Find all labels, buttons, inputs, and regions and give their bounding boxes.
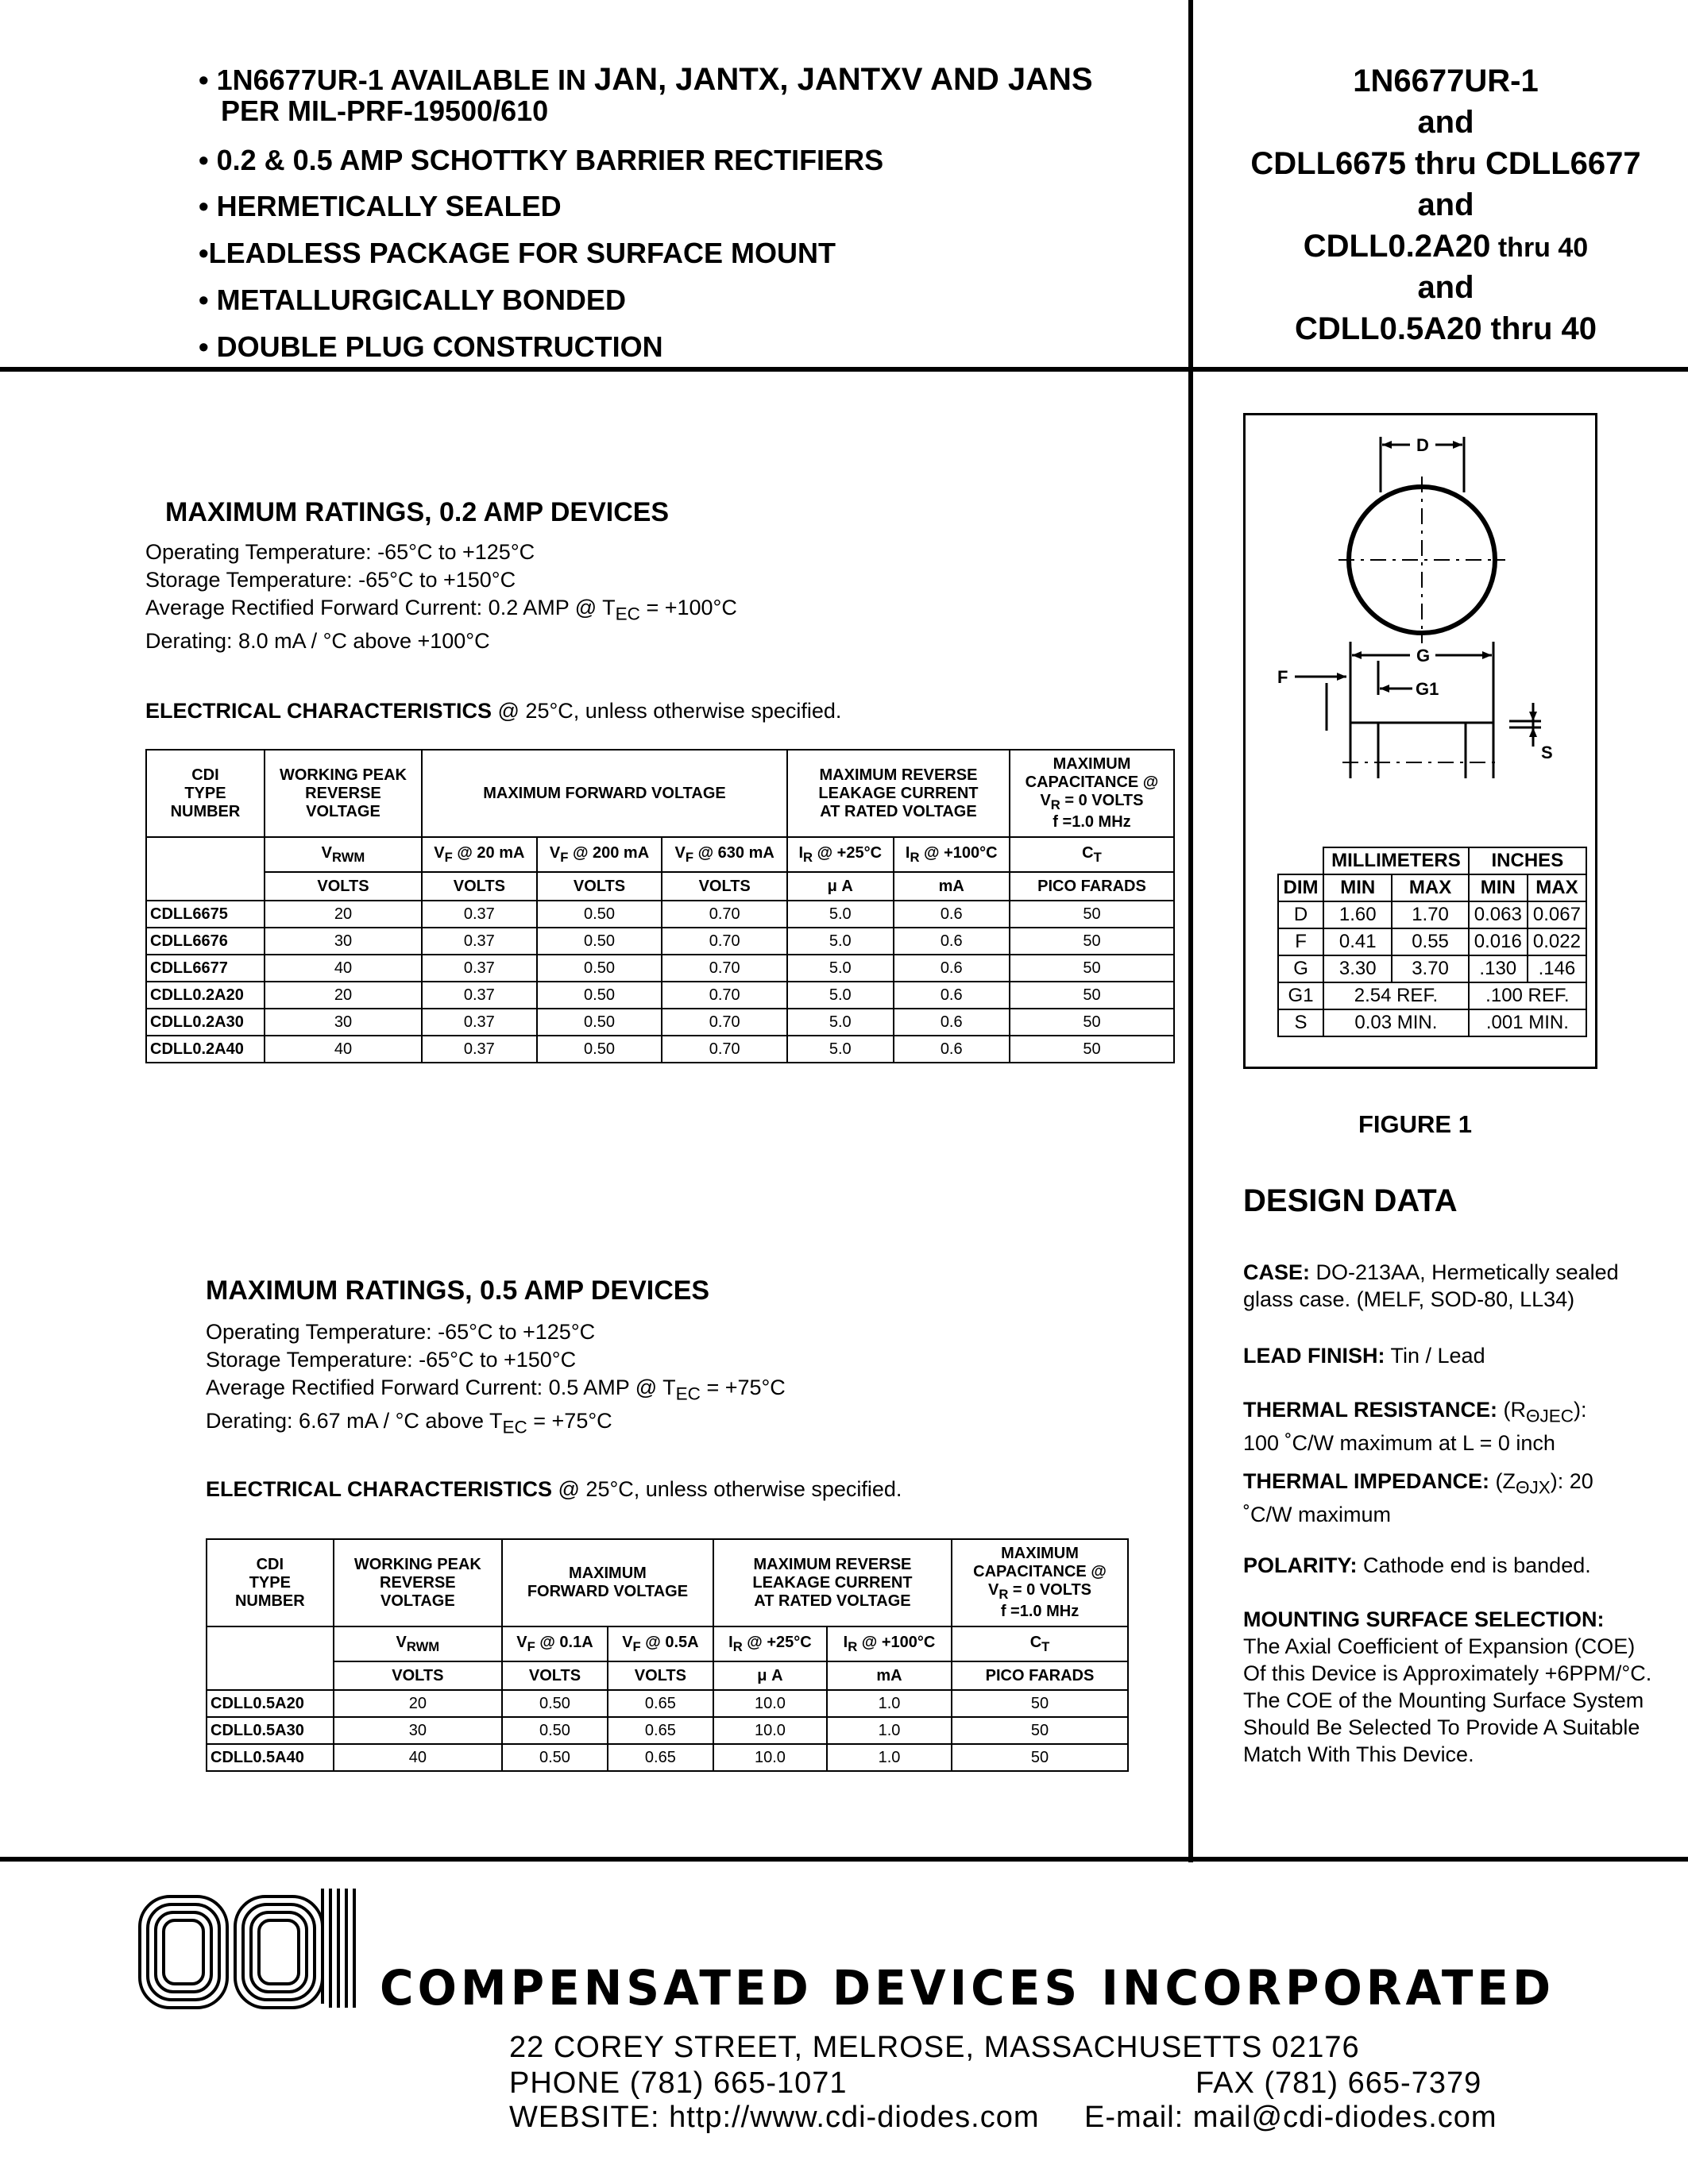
dim-g-arrow-left xyxy=(1352,651,1362,659)
cdi-type-number: CDLL0.5A40 xyxy=(207,1744,334,1771)
table-cell: 50 xyxy=(1010,982,1174,1009)
table-cell: 30 xyxy=(265,928,422,955)
table-cell: 0.6 xyxy=(894,1036,1010,1063)
figure-caption: FIGURE 1 xyxy=(1358,1110,1472,1138)
dim-cell: G1 xyxy=(1278,982,1323,1009)
table-cell: 0.50 xyxy=(502,1690,608,1717)
table-cell: 0.70 xyxy=(662,1009,787,1036)
cdi-type-number: CDLL0.2A40 xyxy=(146,1036,265,1063)
header-divider-vertical xyxy=(1188,0,1193,1862)
table-cell: 50 xyxy=(952,1690,1128,1717)
table-cell: 0.37 xyxy=(422,1009,537,1036)
feature-4: •LEADLESS PACKAGE FOR SURFACE MOUNT xyxy=(199,237,836,269)
footer-website[interactable]: WEBSITE: http://www.cdi-diodes.com xyxy=(509,2101,1040,2134)
feature-1: • 1N6677UR-1 AVAILABLE IN JAN, JANTX, JANTXV AND JANS xyxy=(199,62,1093,97)
table-cell: 30 xyxy=(334,1717,502,1744)
table-cell: 20 xyxy=(334,1690,502,1717)
dim-cell: 2.54 REF. xyxy=(1323,982,1469,1009)
table-cell: 1.0 xyxy=(827,1717,952,1744)
table-cell: 50 xyxy=(1010,901,1174,928)
feature-6: • DOUBLE PLUG CONSTRUCTION xyxy=(199,330,663,363)
table-row xyxy=(146,1036,1174,1063)
table-cell: 0.50 xyxy=(537,1009,662,1036)
table-cell: 0.37 xyxy=(422,982,537,1009)
table-cell: 50 xyxy=(1010,955,1174,982)
dim-row xyxy=(1278,1009,1586,1036)
cdi-type-number: CDLL6676 xyxy=(146,928,265,955)
table-row xyxy=(146,955,1174,982)
table-row xyxy=(146,901,1174,928)
feature-1-line2: PER MIL-PRF-19500/610 xyxy=(221,95,549,127)
part-title-4: CDLL0.5A20 thru 40 xyxy=(1294,311,1597,346)
dim-d-arrow-right xyxy=(1453,441,1462,449)
spec-table-05: CDI TYPE NUMBER WORKING PEAK REVERSE VOLTAGE MAXIMUM FORWARD VOLTAGE MAXIMUM REVERSE LEAKAGE CURRENT AT RATED VOLTAGE MAXIMUM CAPACITANCE @ $V_R = 0$ VOLTS f =1.0 MHz $V_{RWM}$ $V_F$ @ 0.1A $V_F$ @ 0.5A $I_R$ @ +25°C $I_R$ @ +100°C $C_T$ VOLTS VOLTS VOLTS μ A mA PICO FARADS CDLL0.5A20 20 0.50 0.65 10.0 1.0 50 CDLL0.5A30 30 0.50 0.65 10.0 1.0 50 CDLL0.5A40 40 0.50 0.65 10.0 1.0 50 xyxy=(206,1538,1129,1772)
ratings-05-list: Operating Temperature: -65°C to +125°C Storage Temperature: -65°C to +150°C Average Rectified Forward Current: 0.5 AMP @ $T_{EC} = +75^\circ C$ Derating: 6.67 mA / °C above $T_{EC} = +75^\circ C$ xyxy=(206,1320,786,1437)
footer-fax: FAX (781) 665-7379 xyxy=(1196,2066,1482,2100)
table-cell: 0.70 xyxy=(662,955,787,982)
table-cell: 0.70 xyxy=(662,928,787,955)
table-cell: 50 xyxy=(1010,1009,1174,1036)
dim-cell: 0.03 MIN. xyxy=(1323,1009,1469,1036)
table-cell: 50 xyxy=(1010,928,1174,955)
dim-cell: 0.022 xyxy=(1528,928,1586,955)
cdi-type-number: CDLL0.5A20 xyxy=(207,1690,334,1717)
dim-cell: .146 xyxy=(1528,955,1586,982)
table-cell: 50 xyxy=(952,1744,1128,1771)
dim-g1-arrow xyxy=(1380,685,1389,693)
table-cell: 0.50 xyxy=(502,1744,608,1771)
dim-g-arrow-right xyxy=(1482,651,1492,659)
table-cell: 40 xyxy=(334,1744,502,1771)
table-row xyxy=(146,928,1174,955)
part-title-and-1: and xyxy=(1417,105,1474,140)
table-row xyxy=(207,1744,1128,1771)
dim-cell: .100 REF. xyxy=(1469,982,1586,1009)
feature-1-grades: JAN, JANTX, JANTXV AND JANS xyxy=(594,62,1093,97)
header-rule xyxy=(0,367,1688,372)
design-thermal-resistance: THERMAL RESISTANCE: $(R_{\Theta JEC})$: 100 ˚C/W maximum at L = 0 inch xyxy=(1243,1398,1587,1456)
design-lead-finish: LEAD FINISH: Tin / Lead xyxy=(1243,1344,1485,1368)
footer-rule xyxy=(0,1857,1688,1862)
dim-cell: 3.30 xyxy=(1323,955,1392,982)
spec-table-05-body xyxy=(207,1690,1128,1771)
dimension-table-body xyxy=(1278,901,1586,1036)
feature-3: • HERMETICALLY SEALED xyxy=(199,190,562,222)
table-cell: 5.0 xyxy=(787,1036,894,1063)
cdi-type-number: CDLL0.5A30 xyxy=(207,1717,334,1744)
cdi-type-number: CDLL6675 xyxy=(146,901,265,928)
feature-2: • 0.2 & 0.5 AMP SCHOTTKY BARRIER RECTIFIERS xyxy=(199,144,884,176)
ratings-02-title: MAXIMUM RATINGS, 0.2 AMP DEVICES xyxy=(165,497,670,527)
table-cell: 1.0 xyxy=(827,1690,952,1717)
dim-row xyxy=(1278,982,1586,1009)
table-cell: 0.50 xyxy=(537,982,662,1009)
dim-row xyxy=(1278,928,1586,955)
package-drawing xyxy=(1271,421,1573,778)
elec-char-05: ELECTRICAL CHARACTERISTICS @ 25°C, unless otherwise specified. xyxy=(206,1477,902,1501)
table-cell: 30 xyxy=(265,1009,422,1036)
ratings-05-title: MAXIMUM RATINGS, 0.5 AMP DEVICES xyxy=(206,1275,710,1306)
table-cell: 0.50 xyxy=(502,1717,608,1744)
dim-cell: 1.70 xyxy=(1392,901,1468,928)
part-title-2: CDLL6675 thru CDLL6677 xyxy=(1250,146,1641,181)
table-cell: 0.65 xyxy=(608,1690,713,1717)
dim-cell: F xyxy=(1278,928,1323,955)
table-cell: 0.65 xyxy=(608,1744,713,1771)
table-cell: 5.0 xyxy=(787,982,894,1009)
label-d: D xyxy=(1416,435,1429,455)
design-case: CASE: DO-213AA, Hermetically sealed glass case. (MELF, SOD-80, LL34) xyxy=(1243,1260,1619,1311)
label-s: S xyxy=(1541,743,1553,762)
table-cell: 0.70 xyxy=(662,901,787,928)
label-f: F xyxy=(1277,667,1288,687)
table-cell: 10.0 xyxy=(713,1717,827,1744)
table-cell: 5.0 xyxy=(787,901,894,928)
cdi-type-number: CDLL6677 xyxy=(146,955,265,982)
table-cell: 0.6 xyxy=(894,955,1010,982)
part-title-and-3: and xyxy=(1417,270,1474,305)
table-row xyxy=(207,1690,1128,1717)
part-title-and-2: and xyxy=(1417,187,1474,222)
footer-address: 22 COREY STREET, MELROSE, MASSACHUSETTS 02176 xyxy=(509,2031,1360,2064)
table-cell: 0.70 xyxy=(662,1036,787,1063)
dimension-table: MILLIMETERS INCHES DIM MIN MAX MIN MAX D 1.60 1.70 0.063 0.067 F 0.41 0.55 0.016 0.022 G 3.30 3.70 .130 .146 G1 2.54 REF. .100 REF. S 0.03 MIN. .001 MIN. xyxy=(1277,847,1587,1037)
cdi-type-number: CDLL0.2A20 xyxy=(146,982,265,1009)
dim-cell: D xyxy=(1278,901,1323,928)
side-view-body xyxy=(1350,723,1493,778)
table-cell: 5.0 xyxy=(787,955,894,982)
table-row xyxy=(146,1009,1174,1036)
dim-cell: .001 MIN. xyxy=(1469,1009,1586,1036)
table-cell: 0.6 xyxy=(894,928,1010,955)
design-mounting: MOUNTING SURFACE SELECTION: The Axial Coefficient of Expansion (COE) Of this Device is Approximately +6PPM/°C. The COE of the Mounting Surface System Should Be Selected To Provide A Suitable Match With This Device. xyxy=(1243,1607,1652,1766)
footer-email[interactable]: E-mail: mail@cdi-diodes.com xyxy=(1084,2101,1497,2134)
table-cell: 0.37 xyxy=(422,928,537,955)
ratings-02-list: Operating Temperature: -65°C to +125°C Storage Temperature: -65°C to +150°C Average Rectified Forward Current: 0.2 AMP @ $T_{EC} = +100^\circ C$ Derating: 8.0 mA / °C above +100°C xyxy=(145,540,737,654)
table-cell: 5.0 xyxy=(787,1009,894,1036)
table-cell: 0.65 xyxy=(608,1717,713,1744)
dim-cell: 1.60 xyxy=(1323,901,1392,928)
dim-cell: 0.55 xyxy=(1392,928,1468,955)
table-cell: 20 xyxy=(265,901,422,928)
table-cell: 10.0 xyxy=(713,1744,827,1771)
company-name: COMPENSATED DEVICES INCORPORATED xyxy=(380,1959,1555,2016)
dim-cell: 0.41 xyxy=(1323,928,1392,955)
table-cell: 0.37 xyxy=(422,955,537,982)
table-cell: 0.50 xyxy=(537,1036,662,1063)
table-cell: 0.50 xyxy=(537,955,662,982)
cdi-logo xyxy=(135,1881,373,2016)
table-cell: 0.6 xyxy=(894,1009,1010,1036)
dim-cell: 0.063 xyxy=(1469,901,1528,928)
table-cell: 50 xyxy=(952,1717,1128,1744)
dim-cell: 3.70 xyxy=(1392,955,1468,982)
elec-char-02: ELECTRICAL CHARACTERISTICS @ 25°C, unless otherwise specified. xyxy=(145,699,842,723)
table-cell: 40 xyxy=(265,1036,422,1063)
design-thermal-impedance: THERMAL IMPEDANCE: $(Z_{\Theta JX})$: 20 ˚C/W maximum xyxy=(1243,1469,1593,1527)
dim-cell: S xyxy=(1278,1009,1323,1036)
dim-cell: 0.016 xyxy=(1469,928,1528,955)
table-row xyxy=(146,982,1174,1009)
footer-phone: PHONE (781) 665-1071 xyxy=(509,2066,848,2100)
table-cell: 20 xyxy=(265,982,422,1009)
feature-5: • METALLURGICALLY BONDED xyxy=(199,284,626,316)
dim-f-arrow xyxy=(1337,673,1346,681)
part-title-1: 1N6677UR-1 xyxy=(1353,64,1539,98)
table-cell: 50 xyxy=(1010,1036,1174,1063)
spec-table-02-body xyxy=(146,901,1174,1063)
dim-row xyxy=(1278,955,1586,982)
dim-cell: 0.067 xyxy=(1528,901,1586,928)
table-cell: 1.0 xyxy=(827,1744,952,1771)
cdi-type-number: CDLL0.2A30 xyxy=(146,1009,265,1036)
table-cell: 0.6 xyxy=(894,901,1010,928)
dim-d-arrow-left xyxy=(1382,441,1392,449)
spec-table-02: CDI TYPE NUMBER WORKING PEAK REVERSE VOLTAGE MAXIMUM FORWARD VOLTAGE MAXIMUM REVERSE LEAKAGE CURRENT AT RATED VOLTAGE MAXIMUM CAPACITANCE @ $V_R = 0$ VOLTS f =1.0 MHz $V_{RWM}$ $V_F$ @ 20 mA $V_F$ @ 200 mA $V_F$ @ 630 mA $I_R$ @ +25°C $I_R$ @ +100°C $C_T$ VOLTS VOLTS VOLTS VOLTS μ A mA PICO FARADS CDLL6675 20 0.37 0.50 0.70 5.0 0.6 50 CDLL6676 30 0.37 0.50 0.70 5.0 0.6 50 CDLL6677 40 0.37 0.50 0.70 5.0 0.6 50 CDLL0.2A20 20 0.37 0.50 0.70 5.0 0.6 50 CDLL0.2A30 30 0.37 0.50 0.70 5.0 0.6 50 CDLL0.2A40 40 0.37 0.50 0.70 5.0 0.6 50 xyxy=(145,749,1175,1063)
table-cell: 0.50 xyxy=(537,928,662,955)
dim-cell: .130 xyxy=(1469,955,1528,982)
dim-s-arrow-top xyxy=(1529,712,1537,721)
dim-s-arrow-bottom xyxy=(1529,727,1537,737)
table-cell: 0.70 xyxy=(662,982,787,1009)
dim-cell: G xyxy=(1278,955,1323,982)
label-g1: G1 xyxy=(1416,679,1439,699)
table-cell: 0.6 xyxy=(894,982,1010,1009)
table-row xyxy=(207,1717,1128,1744)
table-cell: 40 xyxy=(265,955,422,982)
part-title-3: CDLL0.2A20 thru 40 xyxy=(1303,229,1589,264)
table-cell: 0.37 xyxy=(422,901,537,928)
label-g: G xyxy=(1416,646,1431,666)
table-cell: 0.37 xyxy=(422,1036,537,1063)
table-cell: 10.0 xyxy=(713,1690,827,1717)
design-data-title: DESIGN DATA xyxy=(1243,1183,1458,1218)
table-cell: 0.50 xyxy=(537,901,662,928)
design-polarity: POLARITY: Cathode end is banded. xyxy=(1243,1553,1591,1577)
table-cell: 5.0 xyxy=(787,928,894,955)
dim-row xyxy=(1278,901,1586,928)
